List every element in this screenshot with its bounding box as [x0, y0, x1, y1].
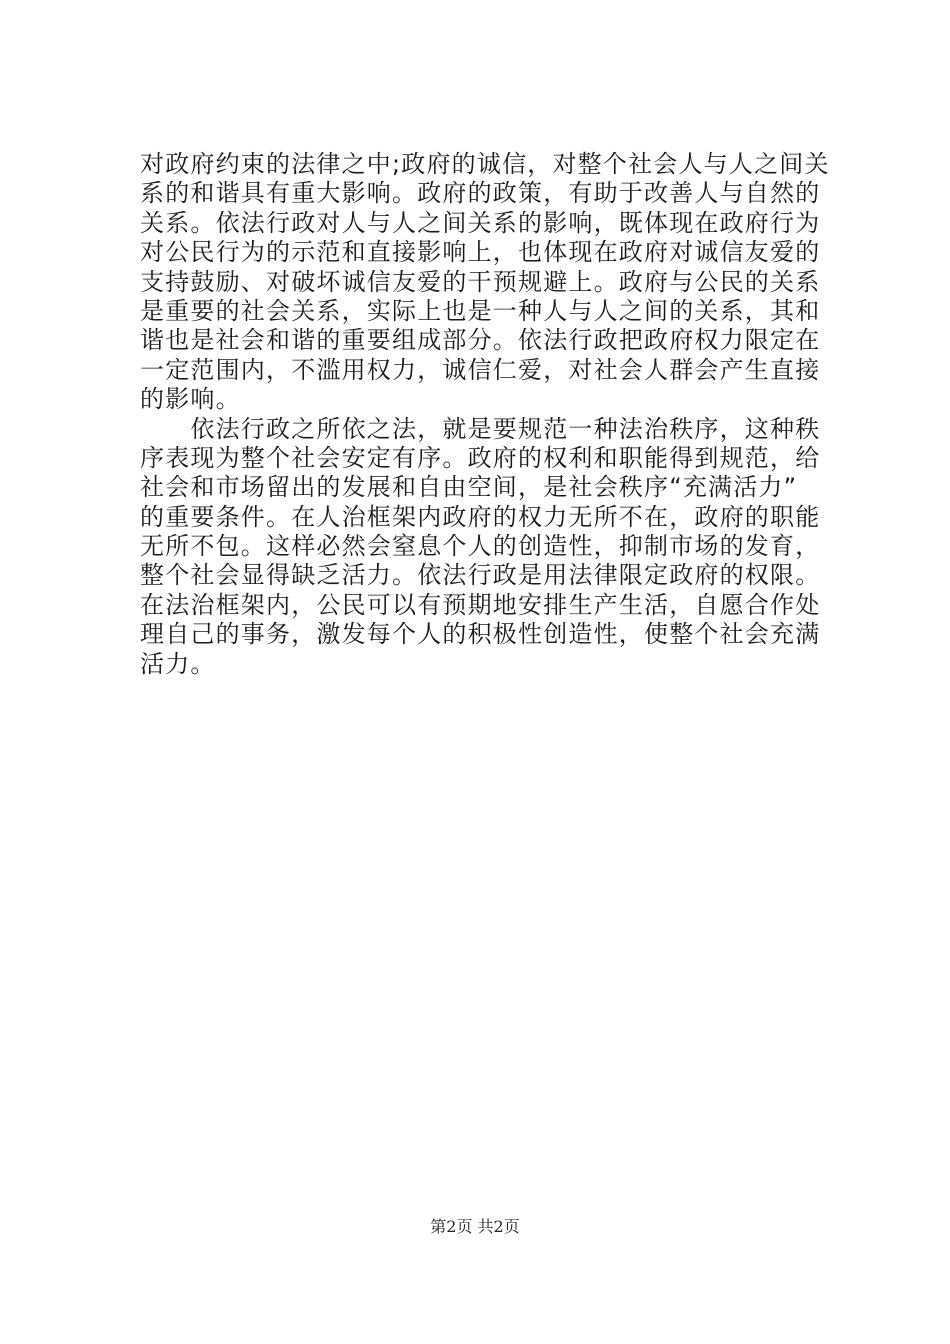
- text-line: 是重要的社会关系，实际上也是一种人与人之间的关系，其和: [140, 296, 821, 325]
- paragraph-1: [140, 150, 830, 415]
- text-line: 活力。: [140, 649, 216, 678]
- text-line: 对政府约束的法律之中;政府的诚信，对整个社会人与人之间关: [140, 150, 830, 178]
- text-line: 系的和谐具有重大影响。政府的政策，有助于改善人与自然的: [140, 179, 821, 208]
- text-line: 序表现为整个社会安定有序。政府的权利和职能得到规范，给: [140, 443, 821, 472]
- text-line: 谐也是社会和谐的重要组成部分。依法行政把政府权力限定在: [140, 326, 821, 355]
- page-number-label: 第2页 共2页: [430, 1217, 520, 1236]
- text-line: 在法治框架内，公民可以有预期地安排生产生活，自愿合作处: [140, 590, 821, 619]
- text-line: 理自己的事务，激发每个人的积极性创造性，使整个社会充满: [140, 620, 821, 649]
- text-line: 一定范围内，不滥用权力，诚信仁爱，对社会人群会产生直接: [140, 355, 821, 384]
- document-body: [140, 150, 830, 679]
- text-line: 关系。依法行政对人与人之间关系的影响，既体现在政府行为: [140, 208, 821, 237]
- text-line: 整个社会显得缺乏活力。依法行政是用法律限定政府的权限。: [140, 561, 821, 590]
- text-line: 的影响。: [140, 385, 241, 414]
- text-line: 对公民行为的示范和直接影响上，也体现在政府对诚信友爱的: [140, 238, 821, 267]
- text-line: 的重要条件。在人治框架内政府的权力无所不在，政府的职能: [140, 502, 821, 531]
- text-line: 社会和市场留出的发展和自由空间，是社会秩序“充满活力”: [140, 473, 798, 502]
- text-line: 无所不包。这样必然会窒息个人的创造性，抑制市场的发育，: [140, 532, 821, 561]
- text-line: 支持鼓励、对破坏诚信友爱的干预规避上。政府与公民的关系: [140, 267, 821, 296]
- paragraph-2: [140, 415, 820, 680]
- text-line: 依法行政之所依之法，就是要规范一种法治秩序，这种秩: [140, 414, 821, 443]
- page-footer: [0, 1214, 950, 1237]
